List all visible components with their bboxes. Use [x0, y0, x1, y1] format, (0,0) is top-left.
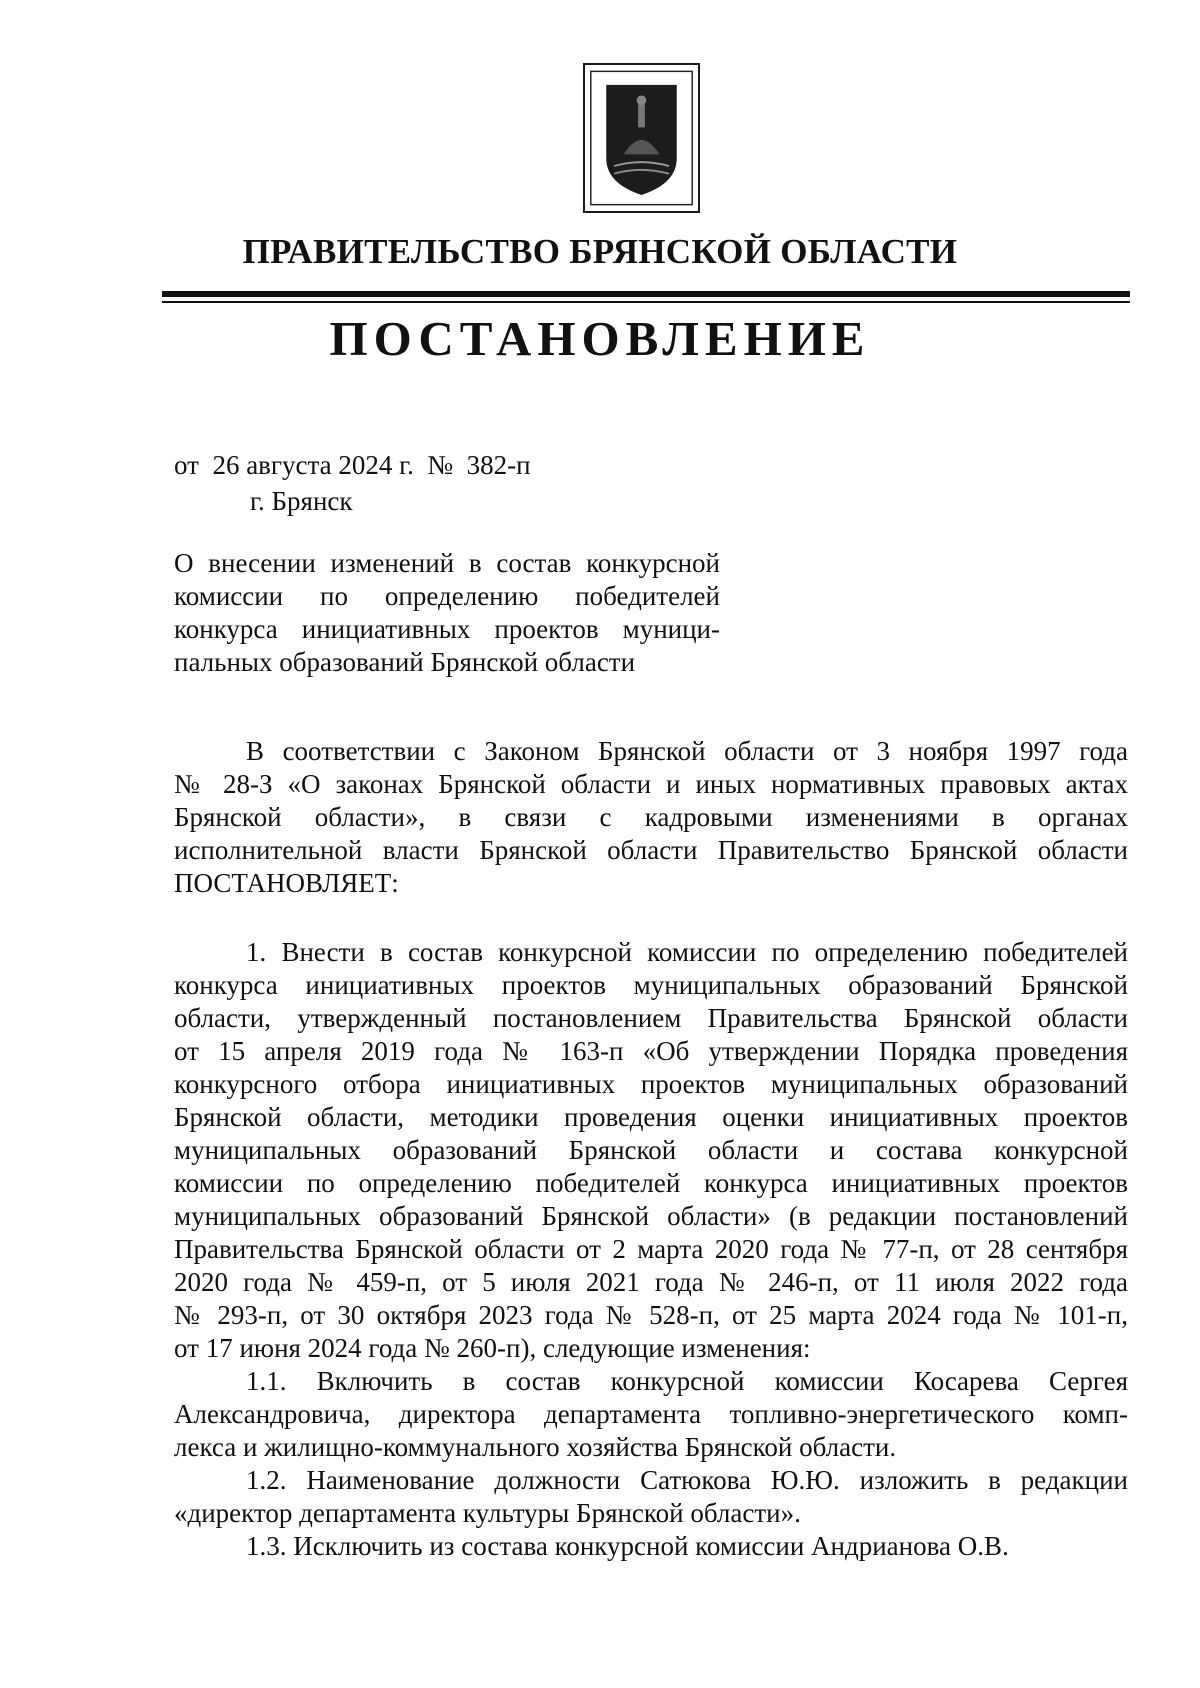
body-line: конкурса инициативных проектов муниципальных образований Брянской [174, 970, 1128, 1000]
body-line: В соответствии с Законом Брянской области от 3 ноября 1997 года [246, 736, 1128, 766]
body-line: Александровича, директора департамента топливно-энергетического комп- [174, 1399, 1128, 1429]
body-line: 1.2. Наименование должности Сатюкова Ю.Ю. изложить в редакции [246, 1465, 1128, 1495]
coat-of-arms-icon [583, 63, 700, 213]
body-line: муниципальных образований Брянской области» (в редакции постановлений [174, 1201, 1128, 1231]
body-line: ПОСТАНОВЛЯЕТ: [174, 868, 399, 898]
body-line: от 17 июня 2024 года № 260-п), следующие изменения: [174, 1333, 811, 1363]
body-line: 2020 года № 459-п, от 5 июля 2021 года № 246-п, от 11 июля 2022 года [174, 1267, 1128, 1297]
item-1-2-paragraph [174, 1464, 1128, 1530]
organization-name: ПРАВИТЕЛЬСТВО БРЯНСКОЙ ОБЛАСТИ [242, 232, 958, 271]
document-type: ПОСТАНОВЛЕНИЕ [329, 311, 871, 366]
body-line: муниципальных образований Брянской области и состава конкурсной [174, 1135, 1128, 1165]
body-line: Брянской области», в связи с кадровыми изменениями в органах [174, 802, 1128, 832]
body-line: 1. Внести в состав конкурсной комиссии по определению победителей [246, 937, 1128, 967]
body-line: 1.3. Исключить из состава конкурсной комиссии Андрианова О.В. [246, 1531, 1009, 1561]
body-line: комиссии по определению победителей конкурса инициативных проектов [174, 1168, 1128, 1198]
body-line: области, утвержденный постановлением Правительства Брянской области [174, 1003, 1128, 1033]
title-line: пальных образований Брянской области [174, 647, 636, 677]
body-line: исполнительной власти Брянской области Правительство Брянской области [174, 835, 1128, 865]
body-line: № 28-З «О законах Брянской области и иных нормативных правовых актах [174, 769, 1128, 799]
body-line: Правительства Брянской области от 2 марта 2020 года № 77-п, от 28 сентября [174, 1234, 1128, 1264]
document-title [174, 547, 720, 679]
body-line: от 15 апреля 2019 года № 163-п «Об утверждении Порядка проведения [174, 1036, 1128, 1066]
header-rule-thick [162, 291, 1130, 297]
title-line: О внесении изменений в состав конкурсной [174, 548, 720, 578]
title-line: комиссии по определению победителей [174, 581, 720, 611]
title-line: конкурса инициативных проектов муници- [174, 614, 720, 644]
body-line: «директор департамента культуры Брянской области». [174, 1498, 801, 1528]
body-line: конкурсного отбора инициативных проектов муниципальных образований [174, 1069, 1128, 1099]
date-number-line: от 26 августа 2024 г. № 382-п [174, 450, 531, 480]
body-line: 1.1. Включить в состав конкурсной комиссии Косарева Сергея [246, 1366, 1128, 1396]
body-line: лекса и жилищно-коммунального хозяйства Брянской области. [174, 1432, 897, 1462]
item-1-3-paragraph [174, 1530, 1128, 1563]
document-body [174, 735, 1128, 1563]
body-line: № 293-п, от 30 октября 2023 года № 528-п, от 25 марта 2024 года № 101-п, [174, 1300, 1128, 1330]
body-line: Брянской области, методики проведения оценки инициативных проектов [174, 1102, 1128, 1132]
preamble-paragraph [174, 735, 1128, 900]
city: г. Брянск [250, 486, 353, 516]
header-rule-thin [162, 301, 1130, 303]
item-1-paragraph [174, 936, 1128, 1365]
item-1-1-paragraph [174, 1365, 1128, 1464]
